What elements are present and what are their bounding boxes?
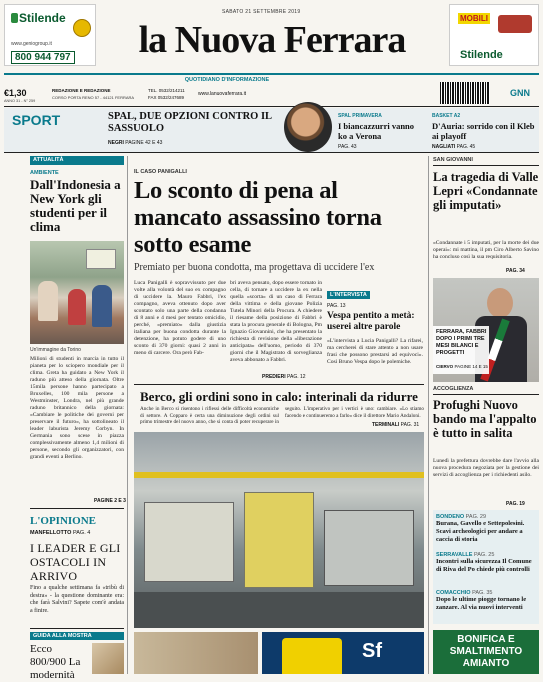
basket-kicker: BASKET A2 — [432, 113, 461, 119]
spal-kicker: SPAL PRIMAVERA — [338, 113, 382, 119]
accoglienza-body: Lunedì la prefettura dovrebbe dare l'avvio alla nuova procedura negoziata per la gestione dei servizi di accoglienza per i richiedenti asilo. — [433, 458, 539, 478]
bottom-ad[interactable] — [262, 632, 424, 674]
berco-page: PAG. 31 — [400, 422, 420, 428]
ad-line-1: BONIFICA E — [457, 634, 515, 645]
accoglienza-headline: Profughi Nuovo bando ma l'appalto è tutto in salita — [433, 398, 537, 440]
price-sub: ANNO 31 - N° 259 — [4, 99, 36, 103]
left-kicker: AMBIENTE — [30, 170, 59, 176]
bottom-ad-shape — [282, 638, 342, 674]
guide-headline: Ecco 800/900 La modernità — [30, 643, 81, 681]
spal-headline: I biancazzurri vanno ko a Verona — [338, 121, 415, 141]
sport-pages: PAGINE 42 E 43 — [125, 140, 163, 146]
website[interactable]: www.lanuovaferrara.it — [198, 91, 247, 97]
opinion-byline: MANFELLOTTO PAG. 4 — [30, 530, 91, 536]
main-body-2: bri aveva pensato, dopo essere tornato in cella, di tornare a uccidere la ex nella quella «scorta» di un caso di Ferrara della vittima e della giovane Polizia Tutela Minori della Procura. A chiedere il riesame della posizione di Fabbri è stata la procura generale di Bologna, Pm Ignazio Giovannini, che ha presentato la richiesta di revisione della «liberazione anticipata» dell'uomo, periodo di 370 giorni che il Magistrato di sorveglianza aveva abbonato a Fabbri. — [230, 280, 322, 363]
factory-machine — [244, 492, 314, 588]
basket-headline: D'Auria: sorrido con il Kleb ai playoff — [432, 121, 535, 141]
spal-page: PAG. 43 — [338, 144, 357, 150]
main-subhead: Premiato per buona condotta, ma progettava di uccidere l'ex — [134, 262, 375, 273]
brief-text: Dopo le ultime piogge tornano le zanzare. Al via nuovi interventi — [436, 596, 527, 611]
left-ad-phone: 800 944 797 — [11, 51, 75, 64]
right-photo-byline: CIERVO PAGINE 14 E 15 — [436, 364, 488, 369]
left-photo — [30, 241, 124, 344]
basket-page: PAG. 45 — [456, 144, 476, 150]
right-ad-brand-2: Stilende — [460, 49, 503, 61]
opinion-section: L'OPINIONE — [30, 515, 97, 527]
left-ad-web: www.geniogroup.it — [11, 41, 52, 47]
main-kicker: IL CASO PANIGALLI — [134, 169, 187, 175]
address-1: REDAZIONE E REDAZIONE — [52, 88, 111, 93]
brief-page: PAG. 35 — [472, 590, 493, 596]
left-ad[interactable] — [4, 4, 96, 66]
ad-line-3: AMIANTO — [462, 658, 510, 669]
brief-text: Burana, Gavello e Settepolesini. Scavi archeologici per andare a caccia di storia — [436, 520, 525, 543]
masthead-title: la Nuova Ferrara — [138, 19, 406, 61]
interview-kicker: L'INTERVISTA — [327, 291, 370, 299]
brief-text: Incontri sulla sicurezza Il Comune di Riva del Po chiede più controlli — [436, 558, 532, 573]
brief-place: COMACCHIO PAG. 35 — [436, 590, 493, 596]
right-photo — [433, 278, 539, 382]
right-ad-brand-1: MOBILI — [460, 14, 488, 23]
left-ad-logo-icon — [11, 13, 18, 23]
main-headline: Lo sconto di pena al mancato assassino torna sotto esame — [134, 177, 382, 258]
berco-factory-photo — [134, 432, 424, 628]
right-photo-title: FERRARA, FABBRI DOPO I PRIMI TRE MESI BILANCI E PROGETTI — [436, 329, 487, 356]
left-section: ATTUALITÀ — [30, 156, 124, 165]
brief-item[interactable] — [436, 552, 536, 574]
bottom-photo — [134, 632, 258, 674]
accoglienza-kicker: ACCOGLIENZA — [433, 386, 474, 392]
left-headline: Dall'Indonesia a New York gli studenti per il clima — [30, 177, 121, 234]
sport-player-photo — [284, 102, 332, 152]
main-body-1: Luca Panigalli è sopravvissuto per due volte alla volontà del suo ex compagno di uccidere la. Mauro Fabbri, l'ex compagno, aveva ottenuto dopo aver scontato solo una parte della condanna di 8 anni e 4 mesi per tentato omicidio, perché, «premiato» dalla giustizia italiana per buona condotta durante la detenzione, ha potuto godere di uno sconto di 370 giorni: quasi 2 anni in meno di carcere. Ora però Fab- — [134, 280, 226, 356]
phone-2: FAX 0532/247689 — [148, 95, 185, 100]
opinion-page: PAG. 4 — [72, 530, 91, 536]
brief-place: SERRAVALLE PAG. 25 — [436, 552, 495, 558]
masthead-date: SABATO 21 SETTEMBRE 2019 — [222, 9, 301, 15]
berco-intro: Anche in Berco si risentono i riflessi delle difficoltà economiche di settore. A Copparo è certa una diminuzione degli ordini sul primo trimestre del nuovo anno, che si conta di poter recuperare in seguito. L'imperativo per i vertici è uno: cambiare. «Lo stiamo facendo e continueremo a farlo» dice il direttore Mario Andaloni. — [140, 406, 424, 425]
right-bottom-ad[interactable] — [433, 630, 539, 674]
left-ad-badge-icon — [73, 19, 91, 37]
left-ad-brand: Stilende — [19, 11, 66, 25]
main-byline-2: PREDIERI PAG. 12 — [262, 374, 306, 380]
left-pages: PAGINE 2 E 3 — [94, 498, 126, 504]
brief-place: BONDENO PAG. 29 — [436, 514, 487, 520]
photo-figure — [92, 285, 112, 327]
guide-section: GUIDA ALLA MOSTRA — [30, 632, 124, 640]
basket-byline: NAGLIATI PAG. 45 — [432, 144, 476, 150]
main-page-2: PAG. 12 — [287, 374, 306, 380]
publisher-logo: GNN — [510, 88, 530, 98]
brief-page: PAG. 25 — [474, 552, 495, 558]
right-ad-sofa-icon — [498, 15, 532, 33]
masthead-tagline: QUOTIDIANO D'INFORMAZIONE — [184, 77, 270, 83]
interview-page: PAG. 13 — [327, 303, 346, 309]
bottom-ad-text: Sf — [362, 640, 382, 662]
opinion-headline: I LEADER E GLI OSTACOLI IN ARRIVO — [30, 541, 121, 583]
interview-body: «L'intervista a Lucia Panigalli? La rifarei, ma cercherei di stare attento a non usare frasi che possono prestarsi ad equivoci». Così Bruno Vespa dopo le polemiche. — [327, 338, 423, 365]
right-photo-pages: PAGINE 14 E 15 — [454, 364, 488, 369]
left-caption: Un'immagine da Torino — [30, 347, 81, 353]
phone-1: TEL. 0532/214211 — [148, 88, 185, 93]
left-body: Milioni di studenti in marcia in tutto il pianeta per lo sciopero mondiale per il clima. Greta ha guidato a New York il raduno più atteso della giornata. Oltre 15mila persone hanno partecipato a Bruxelles, 100 mila persone a Westminster, Londra, nel più grande raduno britannico della giornata: «Cambiare le politiche dei governi per preservare il futuro», ha sottolineato il leader laburista Jeremy Corbyn. In Germania sono scese in piazza complessivamente almeno 1,4 milioni di persone, secondo gli organizzatori, con grandi eventi a Berlino. — [30, 356, 124, 460]
factory-floor — [134, 592, 424, 628]
right-section: SAN GIOVANNI — [433, 157, 473, 163]
right-ad[interactable] — [449, 4, 539, 66]
right-body: «Condannate i 5 imputati, per la morte dei due operai»: mi mattina, il pm Ciro Alberto Savino ha concluso così la sua requisitoria. — [433, 240, 539, 260]
berco-headline: Berco, gli ordini sono in calo: interinali da ridurre — [140, 389, 418, 404]
factory-rail — [134, 472, 424, 478]
photo-figure — [68, 289, 86, 325]
photo-caption-box — [433, 326, 489, 374]
brief-item[interactable] — [436, 514, 536, 544]
photo-person-head — [487, 288, 513, 318]
brief-page: PAG. 29 — [465, 514, 487, 520]
brief-item[interactable] — [436, 590, 536, 612]
price: €1,30 — [4, 88, 27, 98]
ad-line-2: SMALTIMENTO — [449, 646, 523, 657]
sport-section: SPORT — [12, 112, 61, 128]
guide-photo — [92, 643, 124, 674]
sport-byline: NEGRI PAGINE 42 E 43 — [108, 140, 163, 146]
photo-sign — [86, 249, 116, 269]
factory-machine — [324, 510, 414, 586]
accoglienza-page: PAG. 19 — [506, 501, 525, 507]
sport-headline: SPAL, DUE OPZIONI CONTRO IL SASSUOLO — [108, 111, 272, 134]
barcode — [440, 82, 490, 104]
right-headline: La tragedia di Valle Lepri «Condannate gli imputati» — [433, 170, 539, 212]
interview-headline: Vespa pentito a metà: userei altre parole — [327, 311, 415, 332]
opinion-body: Fino a qualche settimana fa «tribù di destra» - la questione dominante era: che farà Salvini? Sapete com'è andata a finire. — [30, 585, 124, 614]
factory-machine — [144, 502, 234, 582]
address-2: CORSO PORTA RENO 57 - 44121 FERRARA — [52, 95, 135, 100]
right-page: PAG. 34 — [506, 268, 525, 274]
berco-byline: TERMINALI PAG. 31 — [372, 422, 420, 428]
photo-figure — [38, 281, 58, 321]
